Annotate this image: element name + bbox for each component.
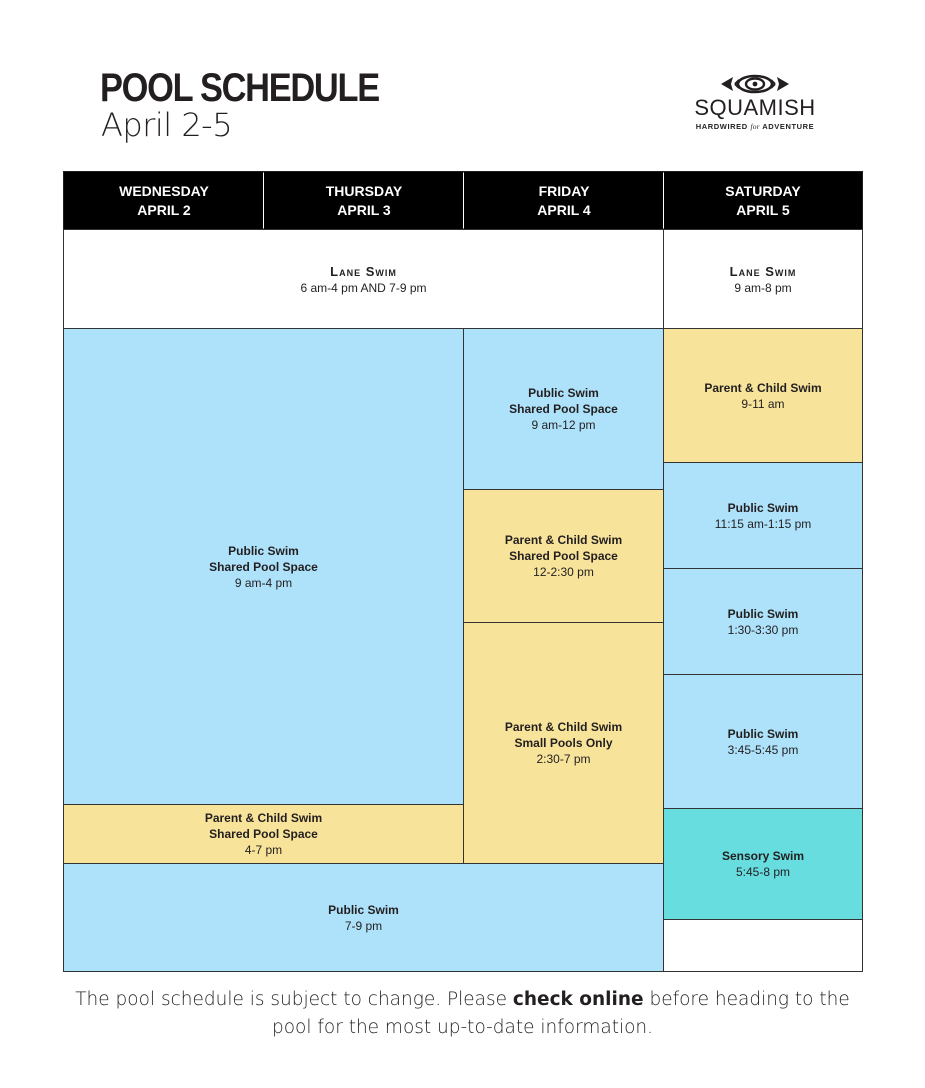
logo-tagline-before: HARDWIRED [695, 122, 751, 131]
day-header-saturday [664, 172, 862, 229]
public-swim-fri [463, 328, 664, 490]
activity-name: Parent & Child Swim [504, 533, 623, 547]
lane-swim-wed-fri [63, 229, 664, 329]
activity-time: 9-11 am [741, 396, 785, 411]
parent-child-swim-wed-thu [63, 804, 464, 864]
activity-time: 5:45-8 pm [735, 865, 791, 879]
activity-name: Parent & Child Swim [204, 811, 323, 825]
squamish-logo [688, 74, 822, 131]
day-name: WEDNESDAY [119, 182, 209, 199]
activity-name: Lane Swim [330, 263, 397, 279]
activity-name: Public Swim [328, 902, 399, 917]
page-subtitle: April 2-5 [101, 106, 233, 144]
check-online-text: check online [512, 989, 644, 1010]
schedule-disclaimer [60, 986, 865, 1042]
day-name: SATURDAY [725, 182, 801, 199]
sensory-swim-sat [663, 808, 863, 920]
activity-location: Shared Pool Space [509, 549, 618, 563]
activity-location: Shared Pool Space [209, 559, 318, 574]
day-name: FRIDAY [538, 182, 590, 199]
activity-time: 11:15 am-1:15 pm [714, 516, 812, 531]
activity-time: 1:30-3:30 pm [727, 622, 799, 637]
activity-location: Shared Pool Space [209, 827, 318, 841]
day-date: APRIL 5 [736, 201, 790, 218]
empty-slot-sat [663, 919, 863, 972]
activity-location: Small Pools Only [514, 736, 613, 750]
lane-swim-sat [663, 229, 863, 329]
activity-name: Public Swim [528, 386, 599, 400]
disclaimer-text-before: The pool schedule is subject to change. Please [75, 989, 513, 1010]
day-date: APRIL 3 [337, 201, 391, 218]
squamish-logo-icon [719, 74, 791, 94]
activity-time: 3:45-5:45 pm [727, 742, 799, 757]
activity-time: 4-7 pm [244, 843, 283, 857]
activity-time: 9 am-8 pm [734, 280, 792, 295]
activity-name: Public Swim [727, 606, 799, 621]
activity-time: 2:30-7 pm [536, 752, 591, 766]
activity-location: Shared Pool Space [509, 402, 618, 416]
activity-name: Lane Swim [729, 263, 797, 279]
parent-child-swim-fri-shared [463, 489, 664, 623]
logo-tagline [688, 122, 822, 131]
day-date: APRIL 2 [137, 201, 191, 218]
public-swim-sat-2 [663, 568, 863, 675]
activity-time: 12-2:30 pm [533, 565, 594, 579]
activity-name: Sensory Swim [721, 849, 805, 863]
parent-child-swim-fri-small [463, 622, 664, 864]
public-swim-wed-fri-evening [63, 863, 664, 972]
public-swim-sat-3 [663, 674, 863, 809]
logo-tagline-after: ADVENTURE [759, 122, 815, 131]
parent-child-swim-sat [663, 328, 863, 463]
disclaimer-text-after: before heading to the pool for the most up-to-date information. [271, 989, 850, 1038]
activity-time: 9 am-4 pm [234, 575, 293, 590]
activity-time: 9 am-12 pm [531, 418, 596, 432]
activity-time: 7-9 pm [344, 918, 383, 933]
schedule-grid [63, 171, 863, 972]
activity-name: Parent & Child Swim [704, 380, 822, 395]
day-header-thursday [264, 172, 464, 229]
activity-name: Public Swim [228, 543, 299, 558]
day-header-friday [464, 172, 664, 229]
day-name: THURSDAY [325, 182, 403, 199]
page-title: POOL SCHEDULE [100, 66, 379, 110]
day-date: APRIL 4 [537, 201, 591, 218]
activity-name: Public Swim [727, 726, 799, 741]
activity-time: 6 am-4 pm AND 7-9 pm [300, 280, 427, 295]
activity-name: Parent & Child Swim [504, 720, 623, 734]
day-header-wednesday [64, 172, 264, 229]
logo-tagline-italic: for [750, 122, 760, 131]
public-swim-wed-thu [63, 328, 464, 805]
public-swim-sat-1 [663, 462, 863, 569]
activity-name: Public Swim [727, 500, 799, 515]
logo-wordmark: SQUAMISH [694, 95, 816, 120]
